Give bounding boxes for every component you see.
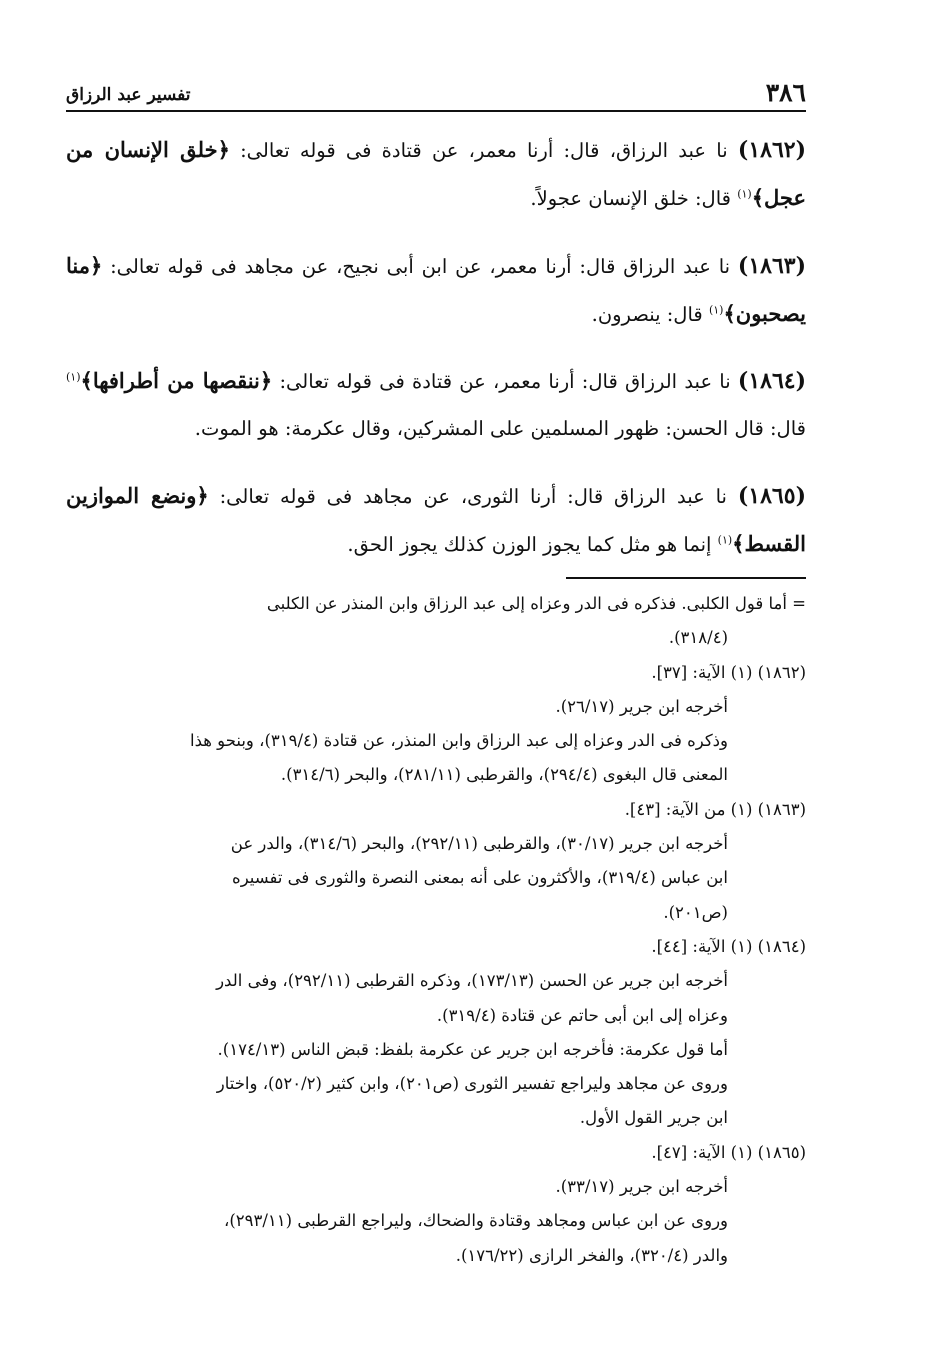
quran-verse: ﴿ننقصها من أطرافها﴾ (80, 368, 273, 393)
footnote-line: (ص٢٠١). (663, 902, 728, 922)
quran-verse: ﴿ونضع الموازين القسط﴾ (66, 482, 806, 556)
entry-number: (١٨٦٥) (737, 482, 806, 509)
footnotes-divider (566, 577, 806, 579)
quran-verse: ﴿خلق الإنسان من عجل﴾ (66, 137, 806, 210)
footnote-line: أما قول عكرمة: فأخرجه ابن جرير عن عكرمة بلفظ: قبض الناس (١٧٤/١٣). (217, 1039, 728, 1059)
footnote-line: والدر (٣٢٠/٤)، والفخر الرازى (١٧٦/٢٢). (455, 1245, 728, 1265)
entry-text: نا عبد الرزاق قال: أرنا معمر، عن ابن أبى نجيح، عن مجاهد فى قوله تعالى: (102, 254, 738, 278)
entry-number: (١٨٦٣) (737, 252, 806, 279)
footnote-heading: (١٨٦٣) (١) من الآية: [٤٣]. (624, 799, 806, 819)
entry-text: نا عبد الرزاق، قال: أرنا معمر، عن قتادة فى قوله تعالى: (229, 139, 738, 162)
footnote-line: أخرجه ابن جرير (٣٠/١٧)، والقرطبى (٢٩٢/١١)، والبحر (٣١٤/٦)، والدر عن (230, 834, 728, 854)
entry-text: نا عبد الرزاق قال: أرنا الثورى، عن مجاهد فى قوله تعالى: (208, 484, 738, 508)
footnote-line: المعنى قال البغوى (٢٩٤/٤)، والقرطبى (٢٨١/١١)، والبحر (٣١٤/٦). (280, 765, 728, 785)
footnote-line: (٣١٨/٤). (668, 628, 728, 648)
entry-1862 (66, 126, 806, 222)
entry-text: قال: ينصرون. (591, 302, 709, 326)
page-number: ٣٨٦ (765, 78, 806, 107)
footnote-line: وعزاه إلى ابن أبى حاتم عن قتادة (٣١٩/٤). (436, 1005, 728, 1025)
footnote-heading: (١٨٦٢) (١) الآية: [٣٧]. (651, 662, 806, 682)
footnote-line: أخرجه ابن جرير عن الحسن (١٧٣/١٣)، وذكره القرطبى (٢٩٢/١١)، وفى الدر (216, 971, 728, 991)
entry-1863 (66, 242, 806, 338)
entry-number: (١٨٦٤) (737, 368, 806, 394)
entry-text: قال: خلق الإنسان عجولاً. (530, 187, 738, 210)
entry-1864 (66, 357, 806, 452)
entry-text: إنما هو مثل كما يجوز الوزن كذلك يجوز الحق. (347, 532, 718, 556)
entry-number: (١٨٦٢) (737, 137, 806, 163)
running-title: تفسير عبد الرزاق (66, 85, 191, 105)
footnote-heading: (١٨٦٥) (١) الآية: [٤٧]. (651, 1142, 806, 1162)
footnotes (66, 587, 806, 1273)
main-text (66, 126, 806, 574)
footnote-line: وروى عن ابن عباس ومجاهد وقتادة والضحاك، وليراجع القرطبى (٢٩٣/١١)، (224, 1211, 728, 1231)
footnote-line: وروى عن مجاهد وليراجع تفسير الثورى (ص٢٠١)، وابن كثير (٥٢٠/٢)، واختار (216, 1074, 728, 1094)
footnote-heading: (١٨٦٤) (١) الآية: [٤٤]. (651, 936, 806, 956)
page-header (66, 74, 806, 108)
header-divider (66, 110, 806, 112)
footnote-line: وذكره فى الدر وعزاه إلى عبد الرزاق وابن المنذر، عن قتادة (٣١٩/٤)، وبنحو هذا (189, 731, 728, 751)
footnote-line: ابن جرير القول الأول. (579, 1108, 728, 1128)
footnote-marker: (١) (737, 187, 752, 201)
footnote-line: أخرجه ابن جرير (٢٦/١٧). (555, 696, 728, 716)
footnote-marker: (١) (717, 533, 733, 546)
footnote-line: ابن عباس (٣١٩/٤)، والأكثرون على أنه بمعنى النصرة والثورى فى تفسيره (232, 868, 728, 888)
entry-1865 (66, 472, 806, 568)
footnote-marker: (١) (66, 370, 81, 384)
entry-text: قال: قال الحسن: ظهور المسلمين على المشركين، وقال عكرمة: هو الموت. (194, 417, 806, 440)
entry-text: نا عبد الرزاق قال: أرنا معمر، عن قتادة فى قوله تعالى: (272, 370, 738, 393)
footnote-marker: (١) (708, 303, 724, 316)
footnote-line: أخرجه ابن جرير (٣٣/١٧). (555, 1177, 728, 1197)
quran-verse: ﴿منا يصحبون﴾ (66, 252, 806, 326)
footnote-line: = أما قول الكلبى. فذكره فى الدر وعزاه إلى عبد الرزاق وابن المنذر عن الكلبى (266, 594, 806, 613)
